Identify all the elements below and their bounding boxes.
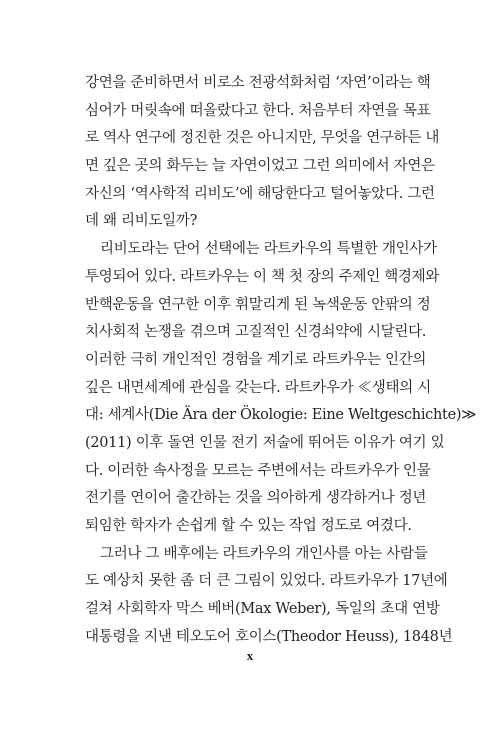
text-line: 걸쳐 사회학자 막스 베버(Max Weber), 독일의 초대 연방 xyxy=(85,601,440,618)
text-line: 전기를 연이어 출간하는 것을 의아하게 생각하거나 정년 xyxy=(85,490,427,507)
paragraph-2 xyxy=(85,236,477,541)
paragraph-3 xyxy=(85,541,453,652)
text-line: 로 역사 연구에 정진한 것은 아니지만, 무엇을 연구하든 내 xyxy=(85,130,440,147)
text-line: 퇴임한 학자가 손쉽게 할 수 있는 작업 정도로 여겼다. xyxy=(85,518,412,534)
paragraph-1 xyxy=(85,70,440,236)
page-number: x xyxy=(246,648,254,663)
text-line: 대통령을 지낸 테오도어 호이스(Theodor Heuss), 1848년 xyxy=(85,628,453,645)
text-line: 다. 이러한 속사정을 모르는 주변에서는 라트카우가 인물 xyxy=(85,462,431,479)
text-line: 그러나 그 배후에는 라트카우의 개인사를 아는 사람들 xyxy=(100,545,428,562)
text-line: 대: 세계사(Die Ära der Ökologie: Eine Weltgeschichte)≫ xyxy=(85,407,477,424)
text-line: (2011) 이후 돌연 인물 전기 저술에 뛰어든 이유가 여기 있 xyxy=(85,434,445,451)
text-line: 이러한 극히 개인적인 경험을 계기로 라트카우는 인간의 xyxy=(85,351,427,368)
page-body xyxy=(85,70,477,651)
text-line: 도 예상치 못한 좀 더 큰 그림이 있었다. 라트카우가 17년에 xyxy=(85,573,448,590)
text-line: 강연을 준비하면서 비로소 전광석화처럼 ‘자연’이라는 핵 xyxy=(85,75,431,91)
text-line: 데 왜 리비도일까? xyxy=(85,213,198,230)
text-line: 면 깊은 곳의 화두는 늘 자연이었고 그런 의미에서 자연은 xyxy=(85,158,435,175)
text-line: 깊은 내면세계에 관심을 갖는다. 라트카우가 ≪생태의 시 xyxy=(85,379,431,396)
text-line: 리비도라는 단어 선택에는 라트카우의 특별한 개인사가 xyxy=(100,241,437,258)
text-line: 치사회적 논쟁을 겪으며 고질적인 신경쇠약에 시달린다. xyxy=(85,324,427,341)
text-line: 심어가 머릿속에 떠올랐다고 한다. 처음부터 자연을 목표 xyxy=(85,102,431,119)
text-line: 반핵운동을 연구한 이후 휘말리게 된 녹색운동 안팎의 정 xyxy=(85,296,431,313)
text-line: 자신의 ‘역사학적 리비도’에 해당한다고 털어놓았다. 그런 xyxy=(85,185,435,202)
text-line: 투영되어 있다. 라트카우는 이 책 첫 장의 주제인 핵경제와 xyxy=(85,268,440,285)
